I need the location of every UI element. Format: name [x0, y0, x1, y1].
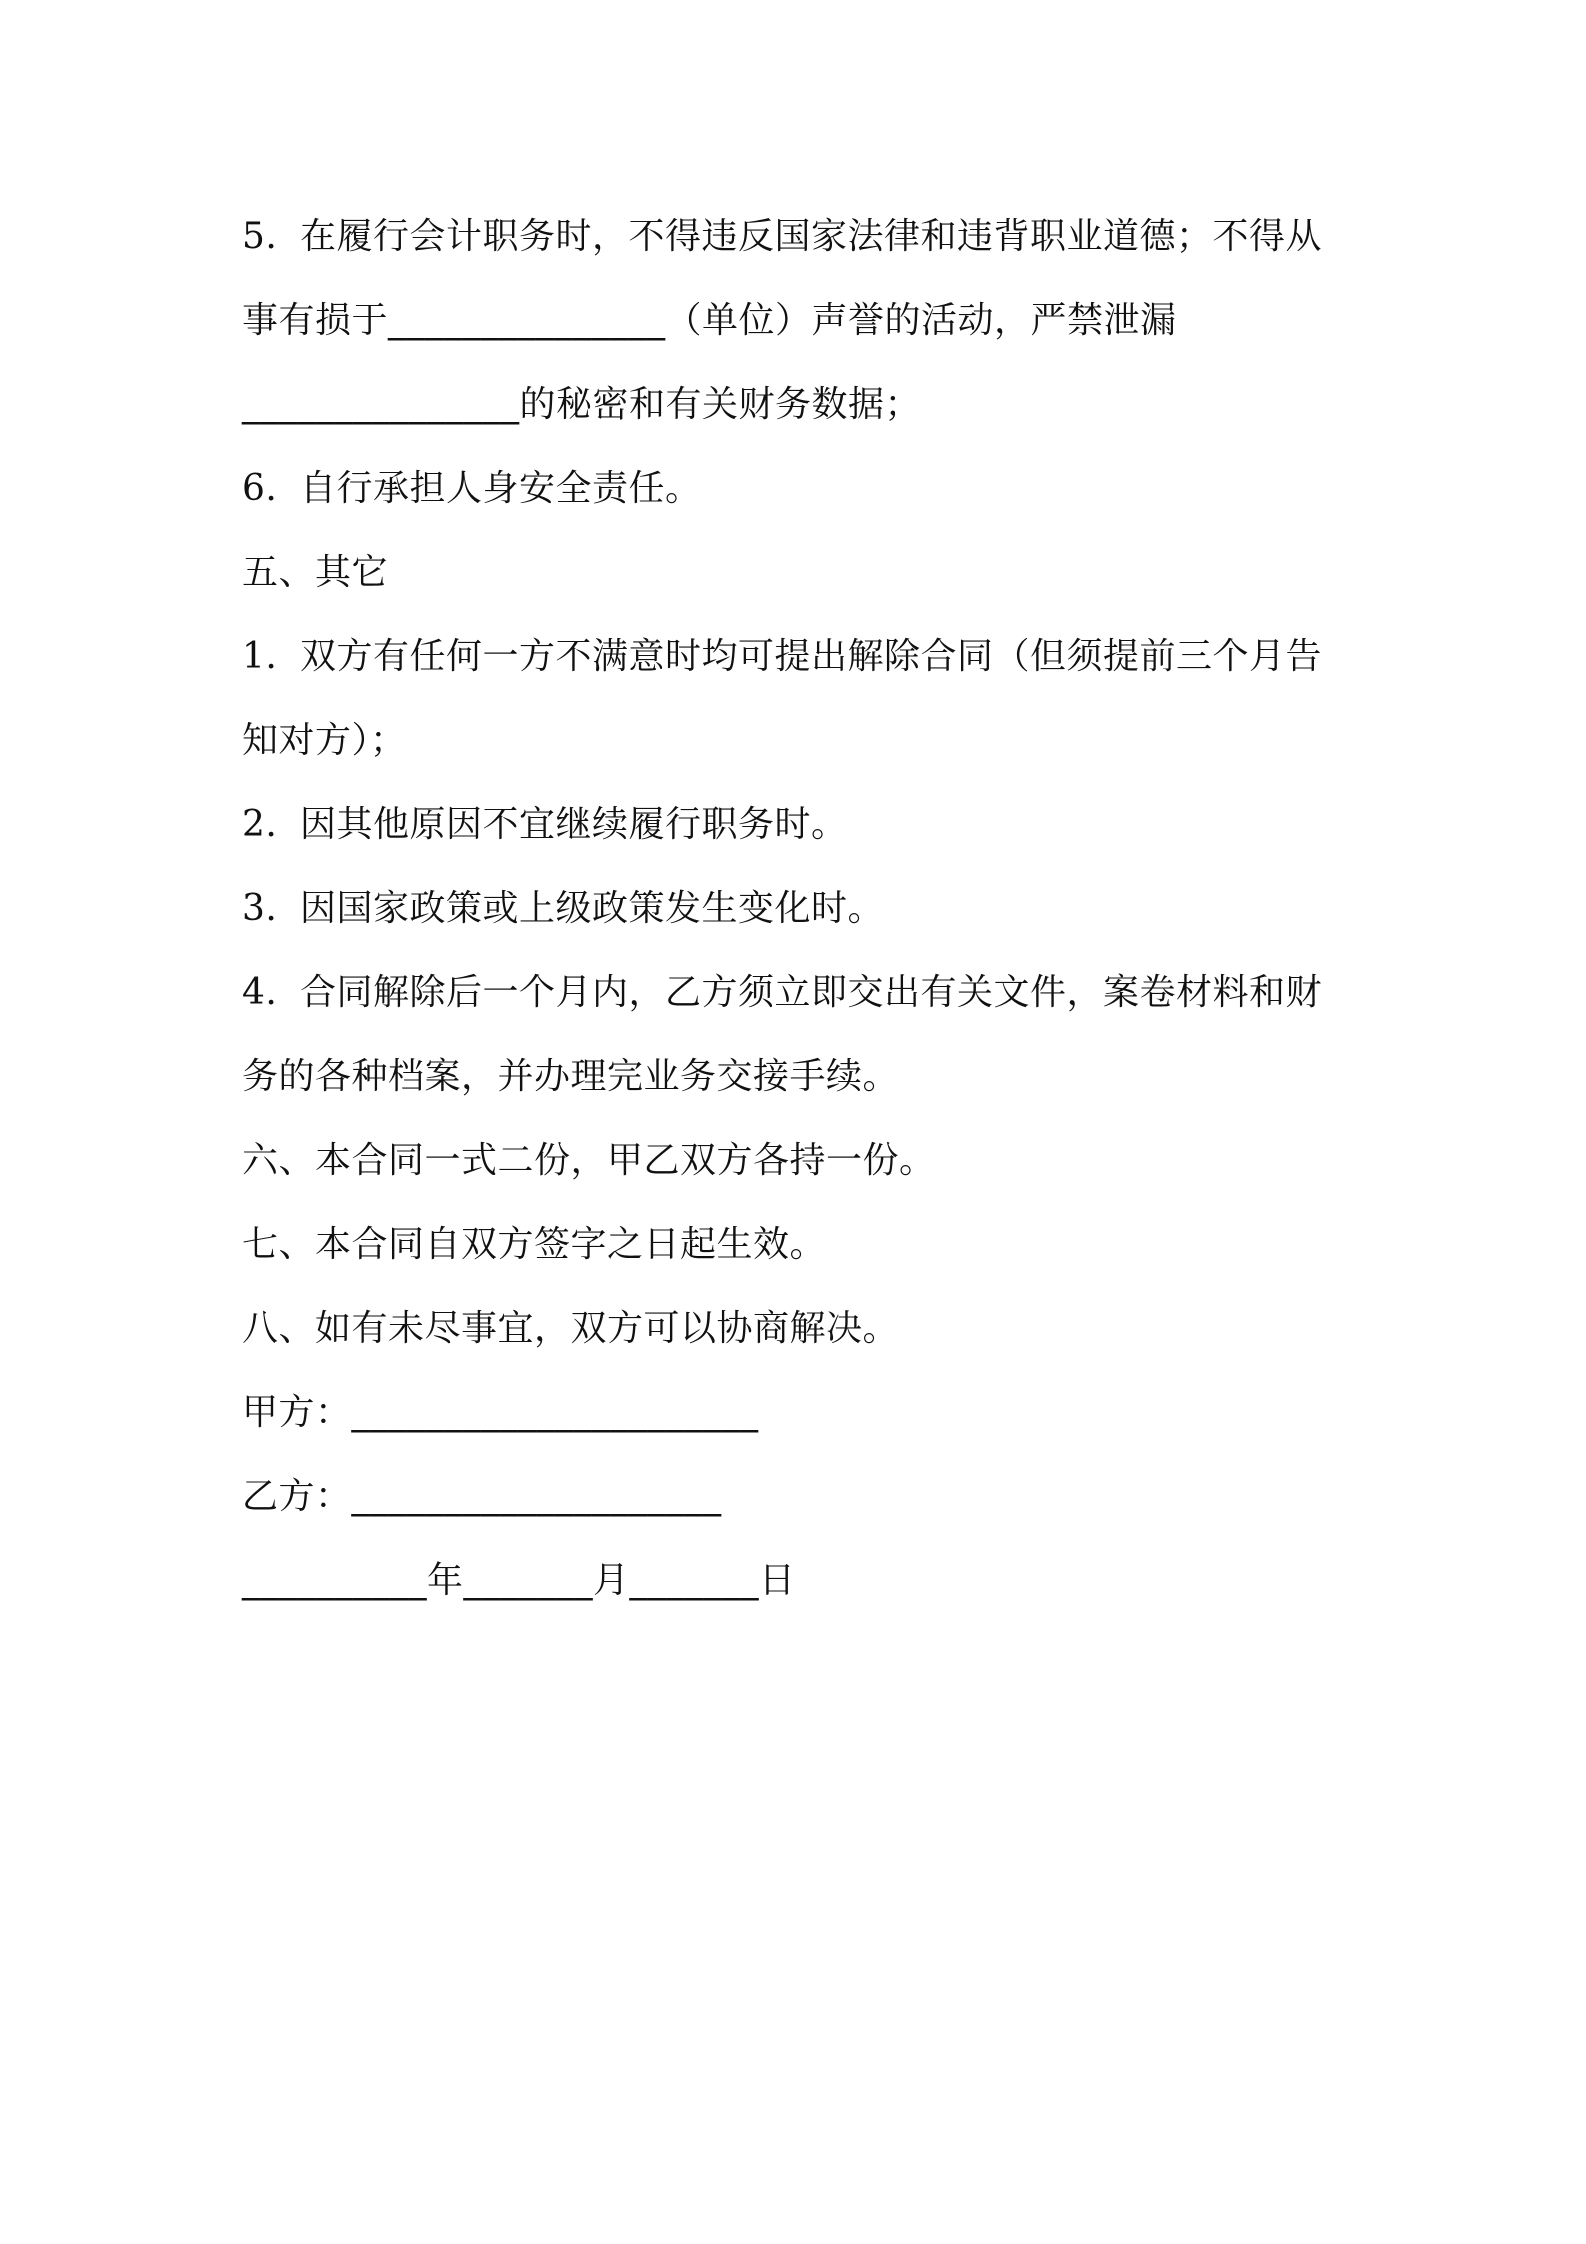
- clause-5-line-1: [242, 195, 1367, 279]
- date-line: [242, 1539, 1367, 1623]
- clause-text: 合同解除后一个月内，乙方须立即交出有关文件，案卷材料和财: [300, 972, 1323, 1013]
- section-heading-text: 五、其它: [242, 552, 389, 593]
- clause-number: 5.: [242, 216, 278, 257]
- clause-text: 因国家政策或上级政策发生变化时。: [300, 888, 885, 929]
- section-6-line: [242, 1119, 1367, 1203]
- clause-text: _______________的秘密和有关财务数据；: [242, 384, 922, 425]
- clause-text: 在履行会计职务时，不得违反国家法律和违背职业道德；不得从: [300, 216, 1323, 257]
- clause-number: 6.: [242, 468, 278, 509]
- section-text: 七、本合同自双方签字之日起生效。: [242, 1224, 827, 1265]
- item-1-line-2: [242, 699, 1367, 783]
- clause-number: 1.: [242, 636, 278, 677]
- clause-text: 双方有任何一方不满意时均可提出解除合同（但须提前三个月告: [300, 636, 1323, 677]
- party-b-text: 乙方：____________________: [242, 1476, 722, 1517]
- clause-text: 知对方）；: [242, 720, 407, 761]
- date-text: __________年_______月_______日: [242, 1560, 796, 1601]
- clause-number: 2.: [242, 804, 278, 845]
- clause-number: 4.: [242, 972, 278, 1013]
- clause-text: 自行承担人身安全责任。: [300, 468, 702, 509]
- clause-5-line-3: [242, 363, 1367, 447]
- clause-text: 务的各种档案，并办理完业务交接手续。: [242, 1056, 900, 1097]
- section-7-line: [242, 1203, 1367, 1287]
- clause-text: 事有损于_______________（单位）声誉的活动，严禁泄漏: [242, 300, 1177, 341]
- clause-6-line: [242, 447, 1367, 531]
- item-4-line-2: [242, 1035, 1367, 1119]
- section-5-heading: [242, 531, 1367, 615]
- clause-number: 3.: [242, 888, 278, 929]
- clause-text: 因其他原因不宜继续履行职务时。: [300, 804, 848, 845]
- item-4-line-1: [242, 951, 1367, 1035]
- party-a-text: 甲方：______________________: [242, 1392, 759, 1433]
- section-text: 六、本合同一式二份，甲乙双方各持一份。: [242, 1140, 936, 1181]
- item-1-line-1: [242, 615, 1367, 699]
- item-2-line: [242, 783, 1367, 867]
- party-a-signature-line: [242, 1371, 1367, 1455]
- section-text: 八、如有未尽事宜，双方可以协商解决。: [242, 1308, 900, 1349]
- document-body: [242, 195, 1367, 1623]
- party-b-signature-line: [242, 1455, 1367, 1539]
- clause-5-line-2: [242, 279, 1367, 363]
- item-3-line: [242, 867, 1367, 951]
- section-8-line: [242, 1287, 1367, 1371]
